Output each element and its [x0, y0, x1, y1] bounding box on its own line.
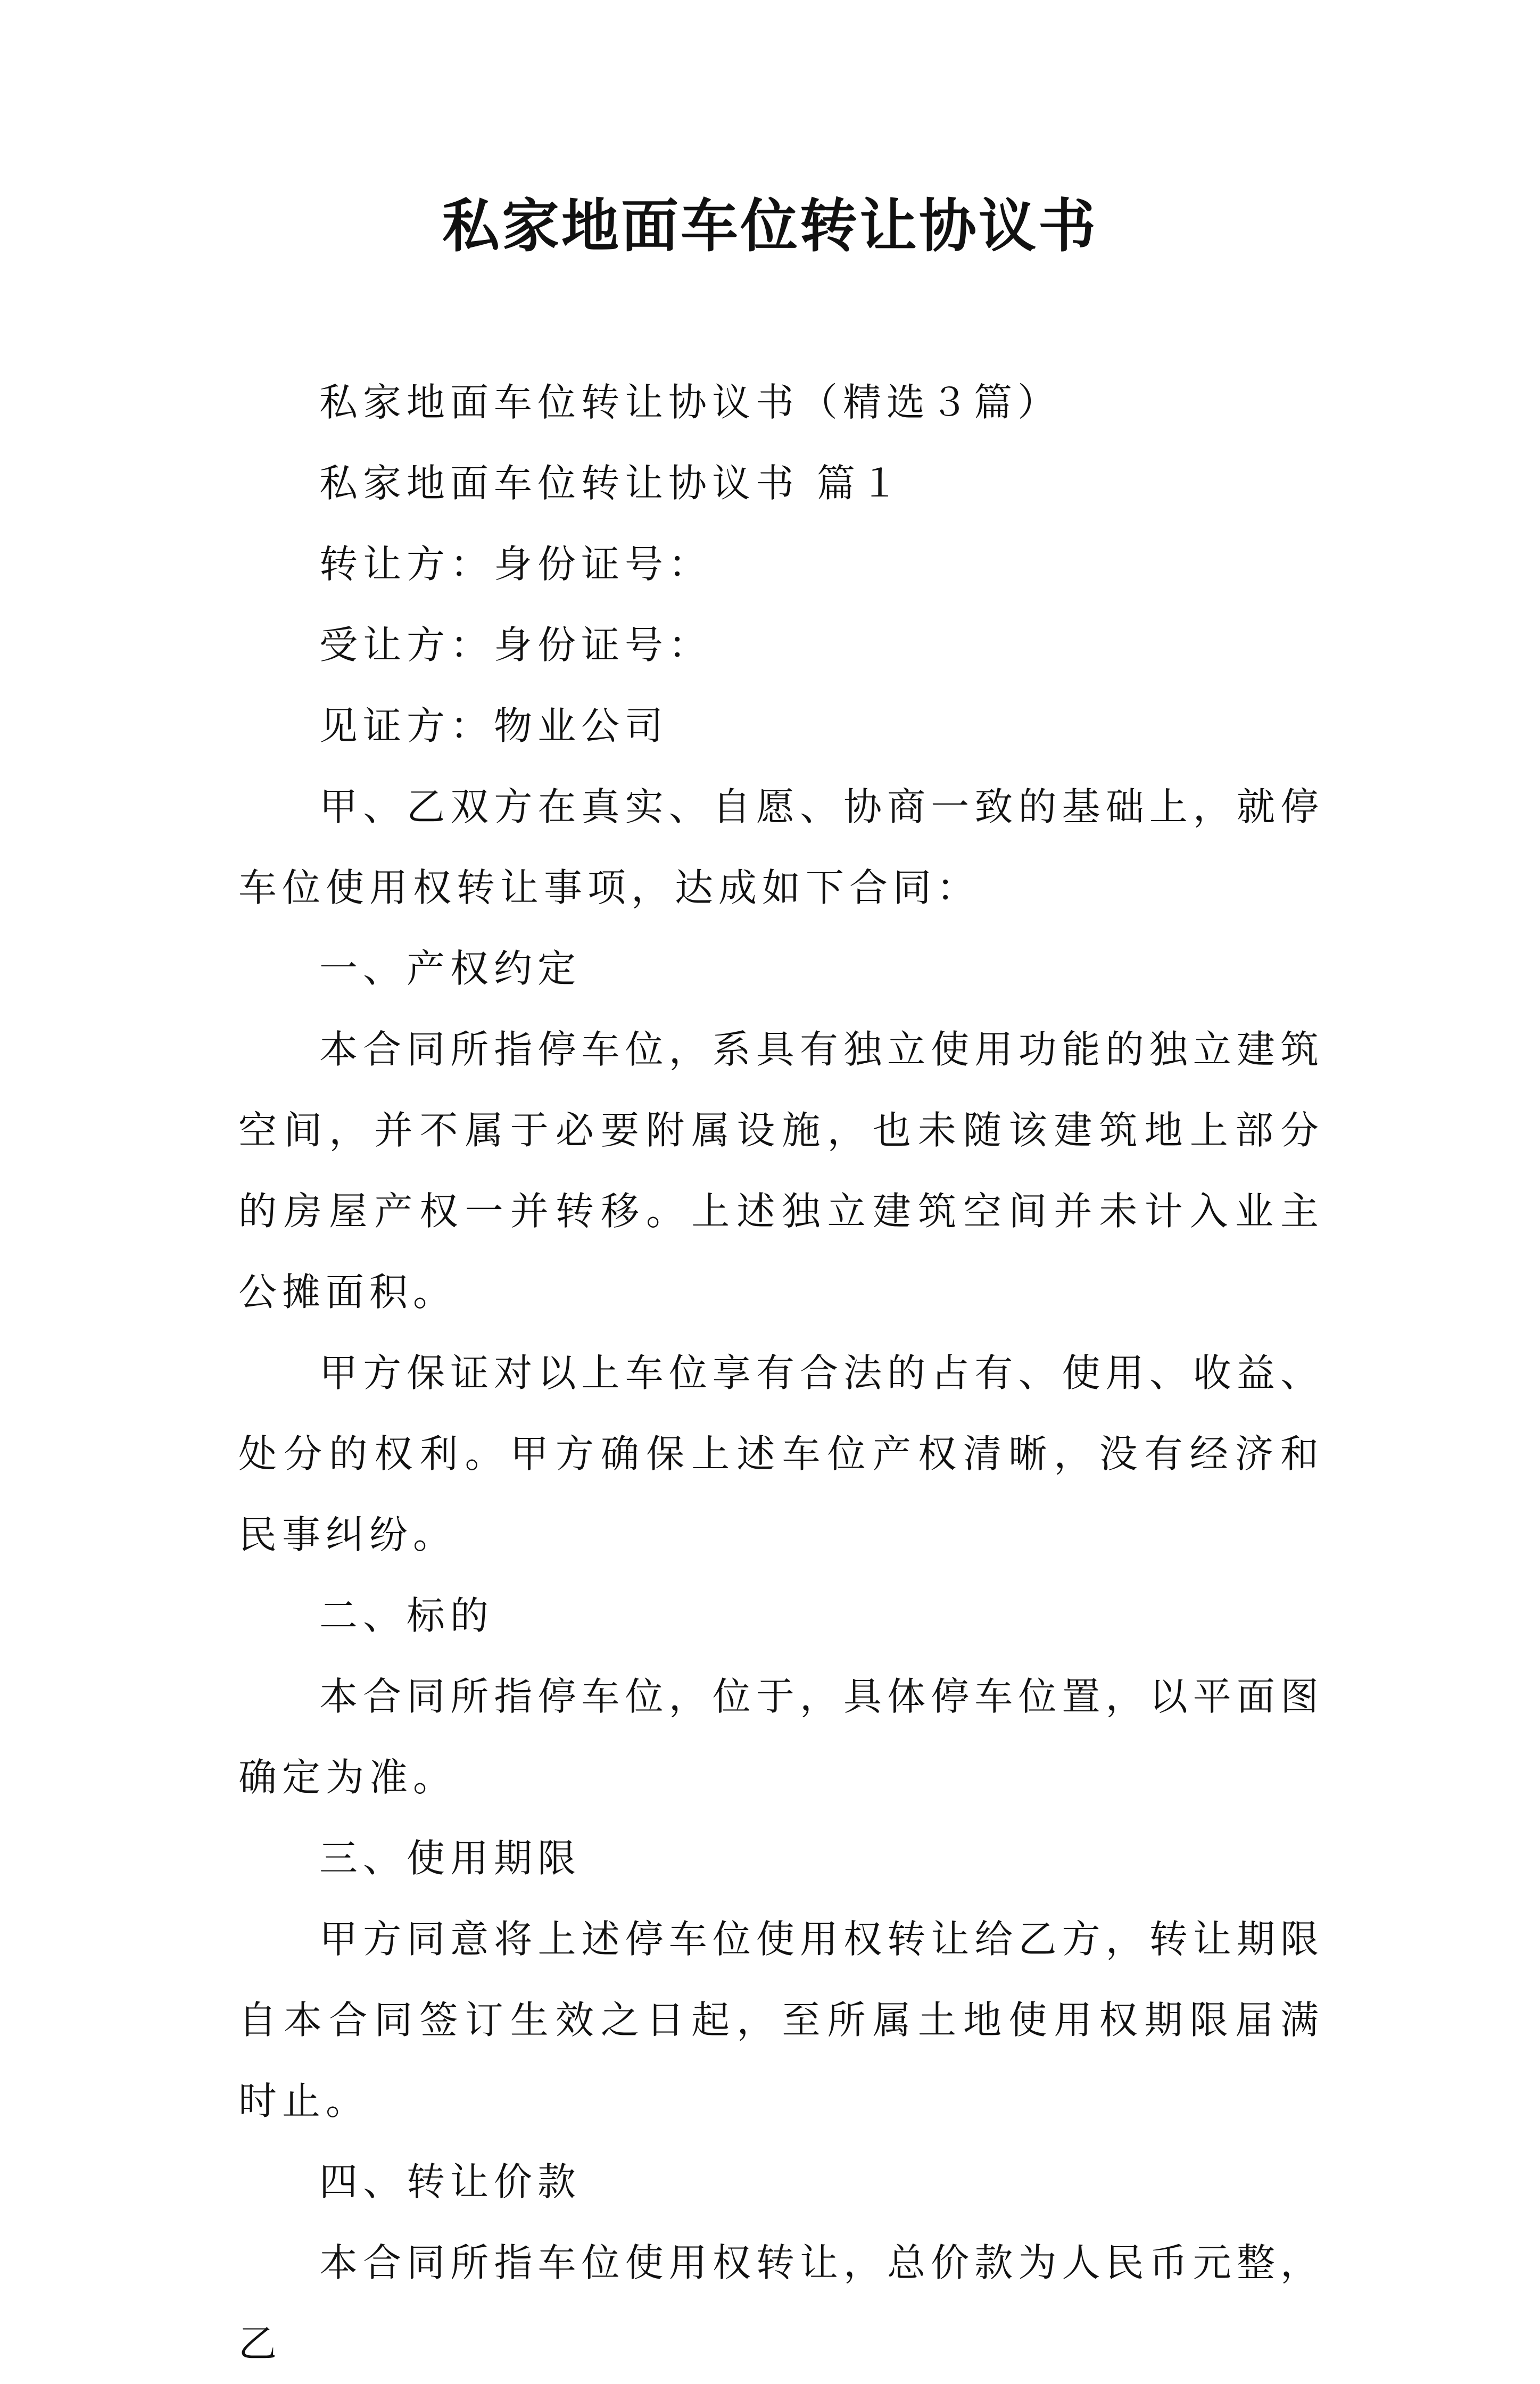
paragraph-transferee: 受让方：身份证号：: [319, 623, 713, 667]
heading-price: 四、转让价款: [319, 2159, 582, 2204]
heading-property-rights: 一、产权约定: [319, 946, 582, 991]
paragraph-price: 本合同所指车位使用权转让，总价款为人民币元整，乙: [238, 2240, 1324, 2366]
paragraph-subject: 本合同所指停车位，位于，具体停车位置，以平面图确定为准。: [238, 1674, 1324, 1800]
paragraph-preamble: 甲、乙双方在真实、自愿、协商一致的基础上，就停车位使用权转让事项，达成如下合同：: [238, 784, 1324, 910]
heading-subject: 二、标的: [319, 1593, 494, 1638]
paragraph-subtitle: 私家地面车位转让协议书（精选３篇）: [319, 380, 1062, 425]
paragraph-property-rights: 本合同所指停车位，系具有独立使用功能的独立建筑空间，并不属于必要附属设施，也未随该建筑地上部分的房屋产权一并转移。上述独立建筑空间并未计入业主公摊面积。: [238, 1027, 1324, 1314]
paragraph-term: 甲方同意将上述停车位使用权转让给乙方，转让期限自本合同签订生效之日起，至所属土地使用权期限届满时止。: [238, 1917, 1324, 2123]
document-title: 私家地面车位转让协议书: [442, 193, 1098, 260]
document-body: [238, 362, 1324, 2384]
heading-term: 三、使用期限: [319, 1836, 582, 1881]
paragraph-guarantee: 甲方保证对以上车位享有合法的占有、使用、收益、处分的权利。甲方确保上述车位产权清晰，没有经济和民事纠纷。: [238, 1351, 1324, 1557]
paragraph-witness: 见证方：物业公司: [319, 703, 669, 748]
paragraph-section-heading: 私家地面车位转让协议书 篇１: [319, 461, 904, 506]
paragraph-transferor: 转让方：身份证号：: [319, 542, 713, 586]
